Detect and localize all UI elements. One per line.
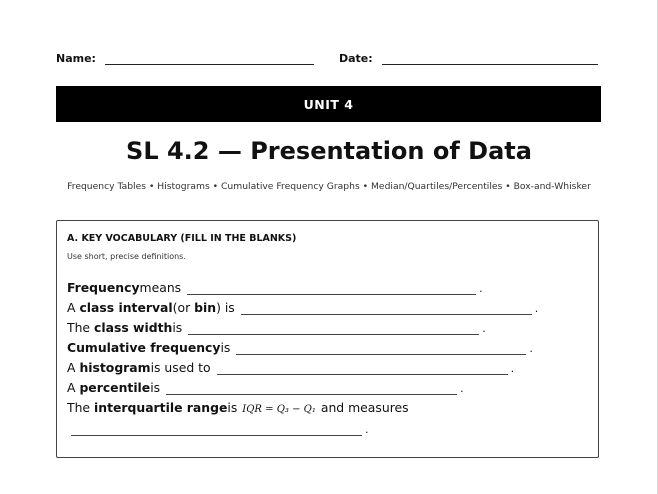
period: . (482, 322, 486, 335)
vocab-row-histogram (67, 359, 514, 375)
vocab-term: Frequency (67, 280, 140, 295)
topic-list-subtitle: Frequency Tables • Histograms • Cumulative Frequency Graphs • Median/Quartiles/Percentiles • Box-and-Whisker (67, 181, 591, 192)
vocab-text: is (220, 340, 231, 355)
unit-banner: UNIT 4 (56, 86, 601, 122)
period: . (460, 382, 464, 395)
vocab-text: A (67, 300, 76, 315)
answer-blank[interactable] (188, 321, 479, 335)
vocab-text: is (172, 320, 183, 335)
vocab-text: The (67, 400, 91, 415)
vocab-term: class interval (79, 300, 173, 315)
vocab-text: is used to (150, 360, 211, 375)
page-title: SL 4.2 — Presentation of Data (126, 137, 532, 165)
answer-blank[interactable] (166, 381, 457, 395)
answer-blank[interactable] (71, 422, 362, 436)
vocabulary-section-box (56, 220, 599, 458)
period: . (365, 423, 369, 436)
vocab-row-iqr-continuation (67, 420, 369, 436)
period: . (479, 282, 483, 295)
vocab-row-interquartile-range (67, 399, 409, 415)
vocab-row-frequency (67, 279, 483, 295)
name-label: Name: (56, 52, 96, 65)
vocab-text: ) is (216, 300, 235, 315)
period: . (534, 302, 539, 315)
period: . (529, 342, 533, 355)
vocab-term: class width (94, 320, 173, 335)
date-field[interactable] (339, 51, 598, 65)
vocab-term: histogram (79, 360, 151, 375)
vocab-text: A (67, 380, 76, 395)
vocab-row-percentile (67, 379, 464, 395)
iqr-formula: IQR = Q₃ − Q₁ (242, 404, 316, 415)
period: . (510, 362, 515, 375)
vocab-term: Cumulative frequency (67, 340, 221, 355)
vocab-text: means (139, 280, 182, 295)
vocab-text: is (150, 380, 161, 395)
name-blank-line[interactable] (105, 51, 314, 65)
date-blank-line[interactable] (382, 51, 598, 65)
answer-blank[interactable] (217, 361, 508, 375)
vocab-text: A (67, 360, 76, 375)
section-instruction: Use short, precise definitions. (67, 252, 186, 261)
answer-blank[interactable] (236, 341, 526, 355)
vocab-text: The (67, 320, 91, 335)
vocab-term: bin (194, 300, 217, 315)
vocab-row-class-interval (67, 299, 538, 315)
name-field[interactable] (56, 51, 314, 65)
section-heading: A. KEY VOCABULARY (FILL IN THE BLANKS) (67, 233, 297, 244)
vocab-term: percentile (79, 380, 151, 395)
date-label: Date: (339, 52, 373, 65)
vocab-row-cumulative-frequency (67, 339, 533, 355)
vocab-row-class-width (67, 319, 486, 335)
vocab-text: (or (172, 300, 191, 315)
vocab-text: and measures (320, 400, 409, 415)
vocab-text: is (227, 400, 238, 415)
answer-blank[interactable] (187, 281, 476, 295)
vocab-term: interquartile range (94, 400, 228, 415)
answer-blank[interactable] (241, 301, 532, 315)
